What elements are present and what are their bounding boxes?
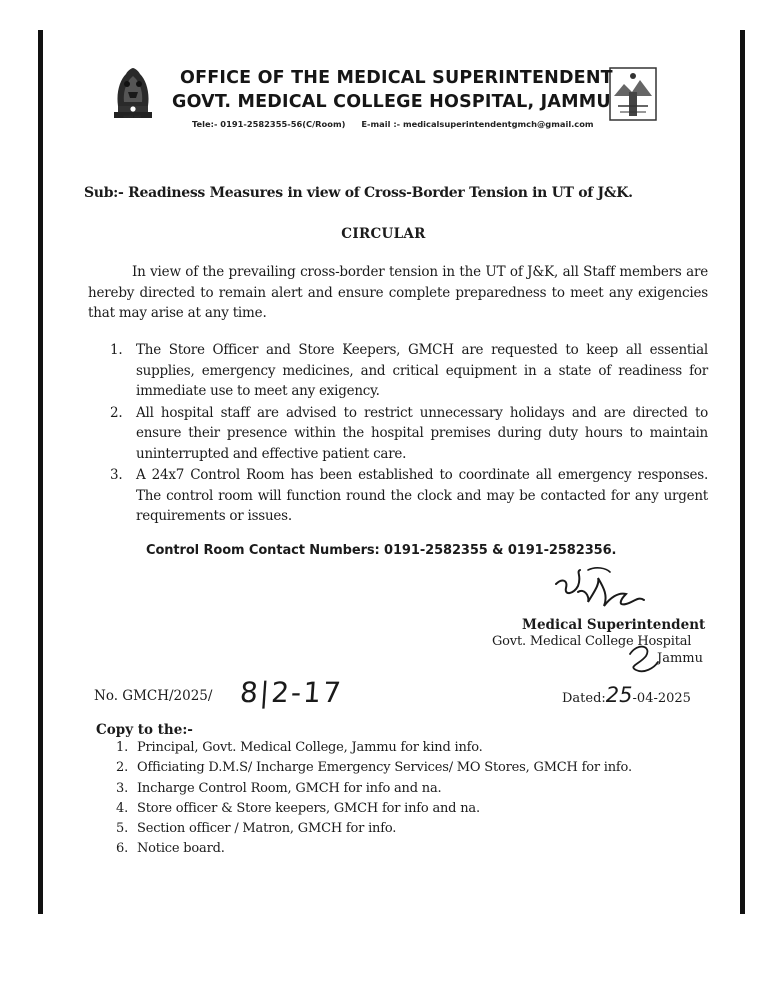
phone-number: Tele:- 0191-2582355-56(C/Room) [192, 119, 346, 129]
contact-line [192, 119, 594, 129]
list-item: 4. Store officer & Store keepers, GMCH for info and na. [116, 800, 480, 816]
list-item: 1. Principal, Govt. Medical College, Jammu for kind info. [116, 740, 483, 755]
directives-list [110, 340, 708, 528]
list-item: 3. A 24x7 Control Room has been established to coordinate all emergency responses. The control room will function round the clock and may be contacted for any urgent requirements or issues. [110, 467, 708, 524]
signature-icon [548, 562, 658, 614]
intro-paragraph: In view of the prevailing cross-border tension in the UT of J&K, all Staff members are hereby directed to remain alert and ensure complete preparedness to meet any exigencies that may arise at any time. [88, 264, 708, 321]
handwritten-date-day: 25 [605, 683, 633, 707]
copy-to-heading: Copy to the:- [96, 722, 193, 738]
date-line [562, 683, 691, 707]
list-item: 1. The Store Officer and Store Keepers, GMCH are requested to keep all essential supplies, emergency medicines, and critical equipment in a state of readiness for immediate use to meet any exigency. [110, 342, 708, 399]
subject-line: Sub:- Readiness Measures in view of Cross-Border Tension in UT of J&K. [84, 185, 633, 201]
list-item: 2. Officiating D.M.S/ Incharge Emergency Services/ MO Stores, GMCH for info. [116, 760, 632, 776]
emblem-caption: सत्यमेव जयते [123, 115, 141, 119]
handwritten-reference-number: 8|2-17 [238, 676, 344, 709]
reference-number-label: No. GMCH/2025/ [94, 688, 213, 704]
page-right-border [740, 30, 745, 914]
signatory-organization: Govt. Medical College Hospital [492, 634, 692, 649]
signatory-title: Medical Superintendent [522, 617, 706, 633]
list-item: 6. Notice board. [116, 841, 225, 857]
signatory-place: Jammu [657, 651, 703, 666]
page-left-border [38, 30, 43, 914]
date-rest: -04-2025 [632, 691, 691, 706]
office-title: OFFICE OF THE MEDICAL SUPERINTENDENT [180, 68, 613, 88]
list-item: 3. Incharge Control Room, GMCH for info and na. [116, 780, 442, 796]
circular-heading: CIRCULAR [341, 226, 426, 242]
date-label: Dated: [562, 691, 606, 706]
control-room-numbers: Control Room Contact Numbers: 0191-2582355 & 0191-2582356. [146, 543, 617, 558]
email-address: E-mail :- medicalsuperintendentgmch@gmail.com [361, 119, 594, 129]
list-item: 5. Section officer / Matron, GMCH for info. [116, 821, 397, 837]
hospital-title: GOVT. MEDICAL COLLEGE HOSPITAL, JAMMU [172, 92, 611, 112]
copy-to-list [116, 738, 632, 860]
list-item: 2. All hospital staff are advised to restrict unnecessary holidays and are directed to ensure their presence within the hospital premises during duty hours to maintain uninterrupted and effective patient care. [110, 404, 708, 462]
institution-crest-icon [608, 66, 658, 124]
